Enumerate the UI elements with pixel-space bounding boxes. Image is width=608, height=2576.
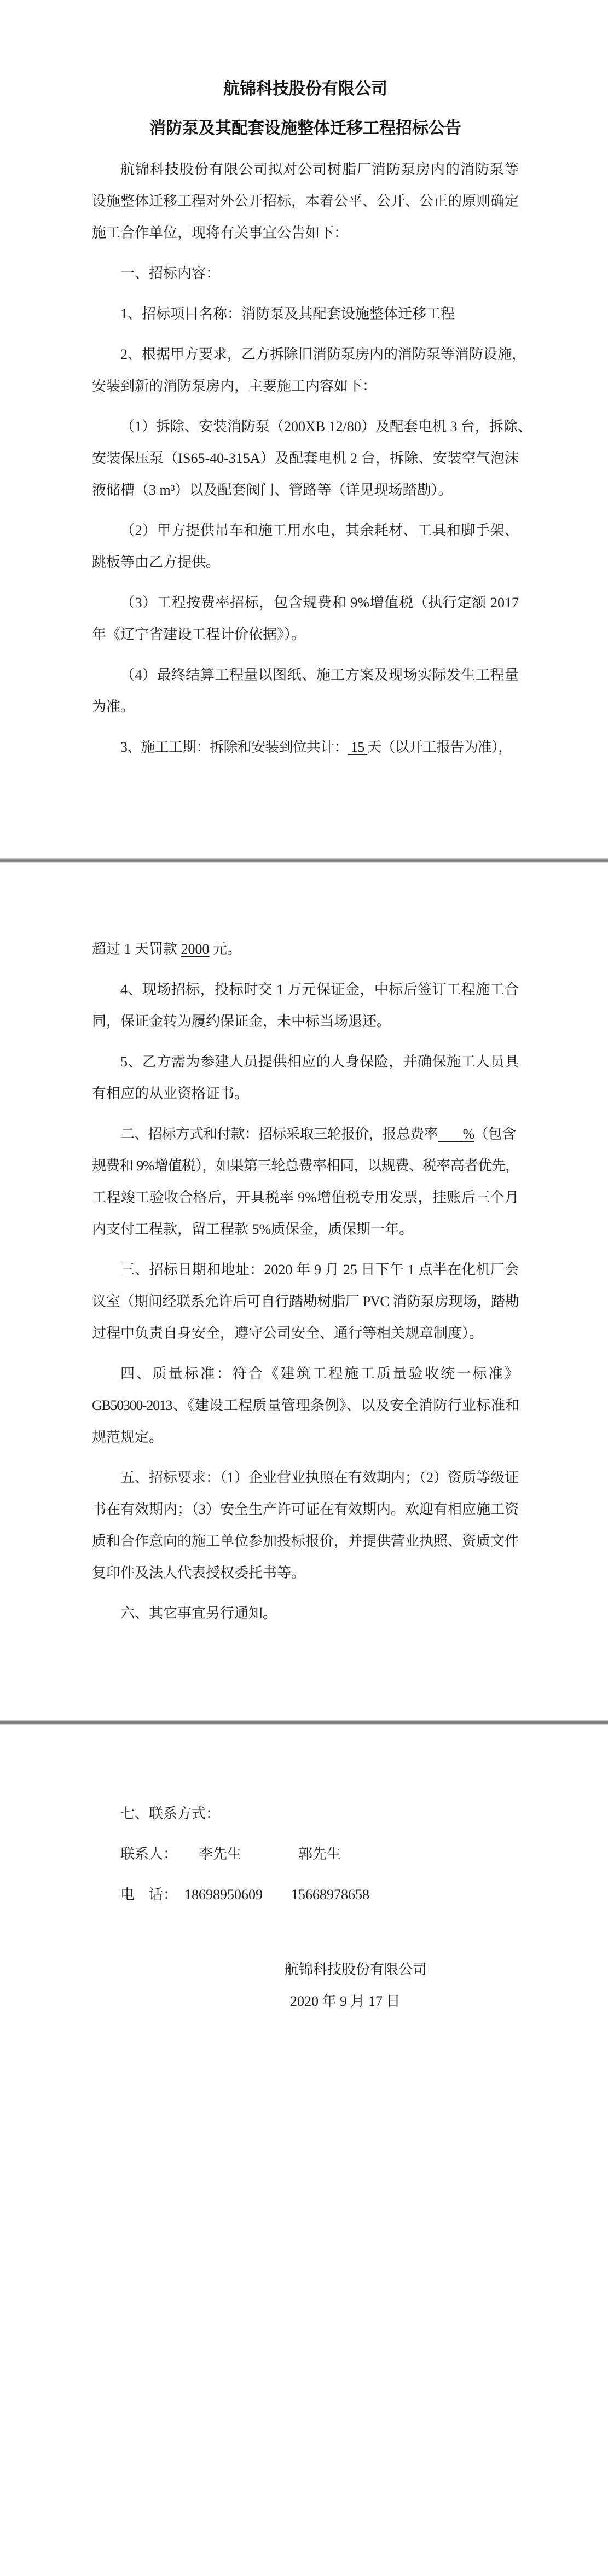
signature-date: 2020 年 9 月 17 日 bbox=[290, 1993, 401, 2009]
section-4-line-3: 规范规定。 bbox=[92, 1429, 164, 1445]
section-3-line-3: 过程中负责自身安全，遵守公司安全、通行等相关规章制度）。 bbox=[92, 1325, 484, 1341]
sub-item-1-line-1: （1）拆除、安装消防泵（200XB 12/80）及配套电机 3 台，拆除、 bbox=[120, 419, 532, 434]
sub-item-1-line-3: 液储槽（3 m³）以及配套阀门、管路等（详见现场踏勘）。 bbox=[92, 482, 453, 498]
intro-line-2: 设施整体迁移工程对外公开招标，本着公平、公开、公正的原则确定 bbox=[92, 193, 519, 209]
page-divider-2 bbox=[0, 1720, 608, 1725]
doc-title: 航锦科技股份有限公司 bbox=[223, 80, 387, 98]
section-2-line-2: 规费和 9%增值税），如果第三轮总费率相同，以规费、税率高者优先， bbox=[92, 1158, 519, 1174]
intro-line-1: 航锦科技股份有限公司拟对公司树脂厂消防泵房内的消防泵等 bbox=[120, 161, 519, 177]
item-3-line bbox=[92, 732, 519, 763]
signature-company: 航锦科技股份有限公司 bbox=[285, 1962, 427, 1977]
section-3-line-2: 议室（期间经联系允许后可自行踏勘树脂厂 PVC 消防泵房现场，踏勘 bbox=[92, 1293, 519, 1309]
section-2-line-1-tail: （包含 bbox=[474, 1126, 516, 1142]
section-5-line-1: 五、招标要求：（1）企业营业执照在有效期内；（2）资质等级证 bbox=[120, 1470, 519, 1486]
page-2 bbox=[0, 863, 608, 1720]
construction-period-prefix: 3、施工工期：拆除和安装到位共计： bbox=[120, 739, 348, 755]
section-1-heading: 一、招标内容： bbox=[120, 265, 221, 281]
sub-item-4-line-2: 为准。 bbox=[92, 699, 135, 715]
penalty-prefix: 超过 1 天罚款 bbox=[92, 941, 181, 957]
section-2-line-1 bbox=[92, 1118, 519, 1150]
item-5-line-1: 5、乙方需为参建人员提供相应的人身保险，并确保施工人员具 bbox=[120, 1054, 519, 1070]
item-1-line: 1、招标项目名称：消防泵及其配套设施整体迁移工程 bbox=[120, 306, 455, 322]
section-4-line-1: 四、质量标准：符合《建筑工程施工质量验收统一标准》 bbox=[120, 1366, 519, 1382]
phone-line: 电 话： 18698950609 15668978658 bbox=[120, 1887, 370, 1902]
fee-rate-underline bbox=[438, 1126, 474, 1142]
sub-item-2-line-1: （2）甲方提供吊车和施工用水电，其余耗材、工具和脚手架、 bbox=[120, 523, 519, 538]
section-6-line: 六、其它事宜另行通知。 bbox=[120, 1605, 277, 1621]
page-1 bbox=[0, 0, 608, 858]
construction-days-underlined: 15 bbox=[348, 739, 368, 755]
section-5-line-2: 书在有效期内；（3）安全生产许可证在有效期内。欢迎有相应施工资 bbox=[92, 1501, 519, 1517]
intro-line-3: 施工合作单位，现将有关事宜公告如下： bbox=[92, 225, 349, 241]
item-5-line-2: 有相应的从业资格证书。 bbox=[92, 1086, 249, 1101]
section-2-line-4: 内支付工程款，留工程款 5%质保金，质保期一年。 bbox=[92, 1221, 414, 1237]
fee-rate-blank bbox=[438, 1127, 463, 1142]
sub-item-1-line-2: 安装保压泵（IS65-40-315A）及配套电机 2 台，拆除、安装空气泡沫 bbox=[92, 450, 519, 466]
page-3 bbox=[0, 1725, 608, 2576]
construction-period-suffix: 天（以开工报告为准）， bbox=[367, 739, 512, 755]
item-2-line-1: 2、根据甲方要求，乙方拆除旧消防泵房内的消防泵等消防设施， bbox=[120, 346, 526, 362]
contacts-line: 联系人： 李先生 郭先生 bbox=[120, 1846, 341, 1862]
section-5-line-3: 质和合作意向的施工单位参加投标报价，并提供营业执照、资质文件 bbox=[92, 1533, 519, 1549]
sub-item-2-line-2: 跳板等由乙方提供。 bbox=[92, 554, 221, 570]
fee-rate-prefix: 二、招标方式和付款：招标采取三轮报价，报总费率 bbox=[120, 1126, 438, 1142]
page-divider-1 bbox=[0, 858, 608, 863]
section-5-line-4: 复印件及法人代表授权委托书等。 bbox=[92, 1565, 306, 1581]
sub-item-3-line-1: （3）工程按费率招标，包含规费和 9%增值税（执行定额 2017 bbox=[120, 595, 519, 611]
section-2-line-3: 工程竣工验收合格后，开具税率 9%增值税专用发票，挂账后三个月 bbox=[92, 1190, 519, 1205]
penalty-line bbox=[92, 933, 519, 965]
item-4-line-1: 4、现场招标，投标时交 1 万元保证金，中标后签订工程施工合 bbox=[120, 982, 519, 997]
sub-item-3-line-2: 年《辽宁省建设工程计价依据》）。 bbox=[92, 626, 306, 642]
section-7-heading: 七、联系方式： bbox=[120, 1806, 221, 1821]
doc-subtitle: 消防泵及其配套设施整体迁移工程招标公告 bbox=[149, 119, 461, 137]
item-2-line-2: 安装到新的消防泵房内，主要施工内容如下： bbox=[92, 378, 377, 394]
penalty-suffix: 元。 bbox=[209, 941, 242, 957]
section-4-line-2: GB50300-2013、《建设工程质量管理条例》、以及安全消防行业标准和 bbox=[92, 1397, 519, 1413]
sub-item-4-line-1: （4）最终结算工程量以图纸、施工方案及现场实际发生工程量 bbox=[120, 667, 519, 683]
fee-rate-percent: % bbox=[462, 1126, 474, 1142]
penalty-amount-underlined: 2000 bbox=[181, 941, 210, 957]
section-3-line-1: 三、招标日期和地址：2020 年 9 月 25 日下午 1 点半在化机厂会 bbox=[120, 1262, 519, 1278]
item-4-line-2: 同，保证金转为履约保证金，未中标当场退还。 bbox=[92, 1013, 391, 1029]
